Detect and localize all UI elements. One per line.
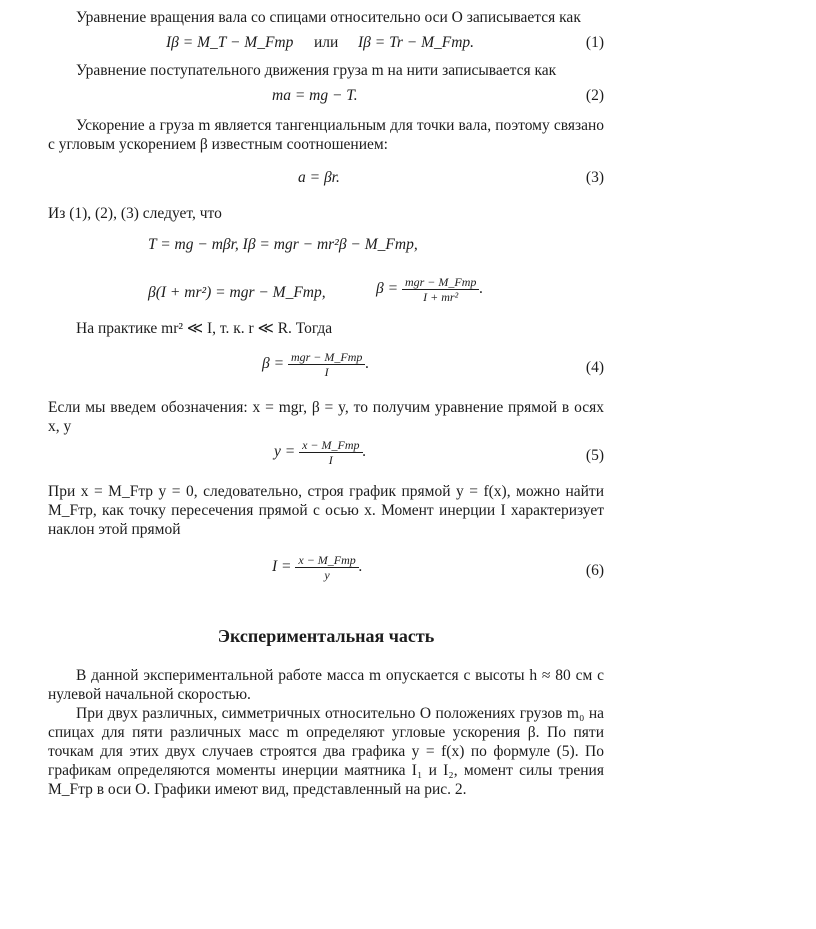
section-heading: Экспериментальная часть	[217, 626, 435, 646]
fraction-numerator: x − M_Fтр	[295, 553, 358, 568]
paragraph-notation: Если мы введем обозначения: x = mgr, β = y, то получим уравнение прямой в осях x, y	[48, 399, 604, 435]
equation-derived-b-right	[376, 275, 483, 304]
fraction	[295, 553, 358, 582]
paragraph-practice: На практике mr² ≪ I, т. к. r ≪ R. Тогда	[76, 320, 333, 337]
fraction-denominator: I	[324, 365, 329, 379]
equation-number-6: (6)	[585, 562, 604, 579]
equation-1-right: Iβ = Tr − M_Fтр.	[358, 34, 475, 51]
equation-derived-a	[48, 235, 604, 257]
equation-lhs: β =	[376, 280, 399, 298]
equation-number-3: (3)	[585, 169, 604, 186]
equation-2-body: ma = mg − T.	[272, 87, 358, 104]
equation-2	[48, 86, 604, 108]
paragraph-rotation: Уравнение вращения вала со спицами относительно оси O записывается как	[76, 9, 581, 26]
paragraph-acceleration: Ускорение a груза m является тангенциальным для точки вала, поэтому связано с угловым ускорением β известным соотношением:	[48, 117, 604, 153]
equation-1	[48, 33, 604, 55]
document-page	[48, 0, 604, 799]
equation-5	[48, 438, 604, 472]
fraction-denominator: I	[328, 453, 333, 467]
equation-4	[48, 350, 604, 384]
fraction-numerator: mgr − M_Fтр	[402, 275, 479, 290]
equation-6-body	[272, 553, 363, 582]
equation-3-body: a = βr.	[298, 169, 340, 186]
fraction	[288, 350, 365, 379]
equation-5-body	[274, 438, 366, 467]
equation-end: .	[362, 443, 367, 461]
equation-lhs: β =	[262, 355, 285, 373]
fraction-numerator: mgr − M_Fтр	[288, 350, 365, 365]
fraction	[402, 275, 479, 304]
fraction-denominator: y	[324, 568, 330, 582]
equation-number-5: (5)	[585, 447, 604, 464]
fraction-denominator: I + mr²	[423, 290, 459, 304]
fraction	[299, 438, 362, 467]
paragraph-experiment: В данной экспериментальной работе масса m опускается с высоты h ≈ 80 см с нулевой начальной скоростью.	[48, 667, 604, 703]
equation-end: .	[479, 280, 484, 298]
equation-derived-b	[48, 275, 604, 309]
paragraph-follows: Из (1), (2), (3) следует, что	[48, 205, 222, 222]
paragraph-translation: Уравнение поступательного движения груза m на нити записывается как	[76, 62, 557, 79]
equation-number-4: (4)	[585, 359, 604, 376]
equation-number-2: (2)	[585, 87, 604, 104]
equation-3	[48, 168, 604, 190]
equation-lhs: I =	[272, 558, 292, 576]
paragraph-procedure: При двух различных, симметричных относительно O положениях грузов m₀ на спицах для пяти различных масс m определяют угловые ускорения β. По пяти точкам для этих двух случаев строятся два графика y = f(x) по формуле (5). По графикам определяются моменты инерции маятника I₁ и I₂, момент силы трения M_Fтр в оси O. Графики имеют вид, представленный на рис. 2.	[48, 705, 604, 798]
fraction-numerator: x − M_Fтр	[299, 438, 362, 453]
equation-end: .	[358, 558, 363, 576]
equation-derived-b-left: β(I + mr²) = mgr − M_Fтр,	[148, 284, 326, 301]
equation-derived-a-body: T = mg − mβr, Iβ = mgr − mr²β − M_Fтр,	[148, 236, 418, 253]
equation-1-or: или	[314, 34, 339, 51]
equation-end: .	[365, 355, 370, 373]
equation-4-body	[262, 350, 369, 379]
paragraph-intersection: При x = M_Fтр y = 0, следовательно, строя график прямой y = f(x), можно найти M_Fтр, как точку пересечения прямой с осью x. Момент инерции I характеризует наклон этой прямой	[48, 483, 604, 538]
equation-6	[48, 553, 604, 587]
equation-lhs: y =	[274, 443, 296, 461]
equation-number-1: (1)	[585, 34, 604, 51]
equation-1-left: Iβ = M_T − M_Fтр	[166, 34, 294, 51]
